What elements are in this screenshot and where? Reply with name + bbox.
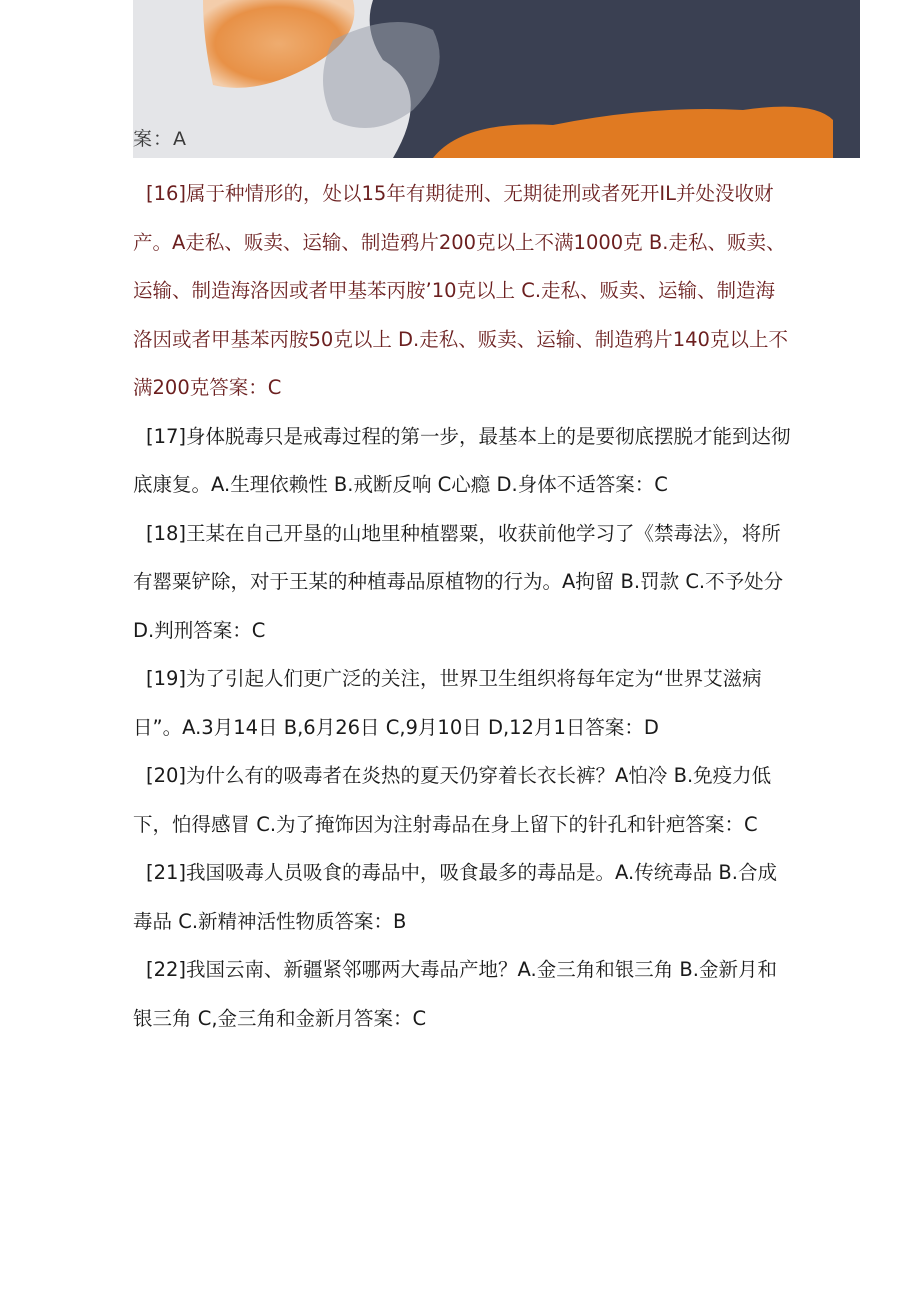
question-list — [133, 170, 793, 1043]
banner-artwork — [133, 0, 860, 158]
question-16: [16]属于种情形的，处以15年有期徒刑、无期徒刑或者死开IL并处没收财产。A走私、贩卖、运输、制造鸦片200克以上不满1000克 B.走私、贩卖、运输、制造海洛因或者甲基苯丙胺’10克以上 C.走私、贩卖、运输、制造海洛因或者甲基苯丙胺50克以上 D.走私、贩卖、运输、制造鸦片140克以上不满200克答案：C — [133, 182, 788, 399]
question-17: [17]身体脱毒只是戒毒过程的第一步，最基本上的是要彻底摆脱才能到达彻底康复。A.生理依赖性 B.戒断反响 C心瘾 D.身体不适答案：C — [133, 424, 791, 496]
question-18: [18]王某在自己开垦的山地里种植罂粟，收获前他学习了《禁毒法》，将所有罂粟铲除，对于王某的种植毒品原植物的行为。A拘留 B.罚款 C.不予处分 D.判刑答案：C — [133, 521, 784, 642]
decorative-banner — [133, 0, 860, 158]
banner-caption: 案：A — [133, 128, 187, 150]
question-20: [20]为什么有的吸毒者在炎热的夏天仍穿着长衣长裤？A怕冷 B.免疫力低下，怕得感冒 C.为了掩饰因为注射毒品在身上留下的针孔和针疤答案：C — [133, 764, 772, 836]
question-19: [19]为了引起人们更广泛的关注，世界卫生组织将每年定为“世界艾滋病日”。A.3月14日 B,6月26日 C,9月10日 D,12月1日答案：D — [133, 667, 762, 739]
question-21: [21]我国吸毒人员吸食的毒品中，吸食最多的毒品是。A.传统毒品 B.合成毒品 C.新精神活性物质答案：B — [133, 861, 777, 933]
question-22: [22]我国云南、新疆紧邻哪两大毒品产地？A.金三角和银三角 B.金新月和银三角 C,金三角和金新月答案：C — [133, 958, 777, 1030]
